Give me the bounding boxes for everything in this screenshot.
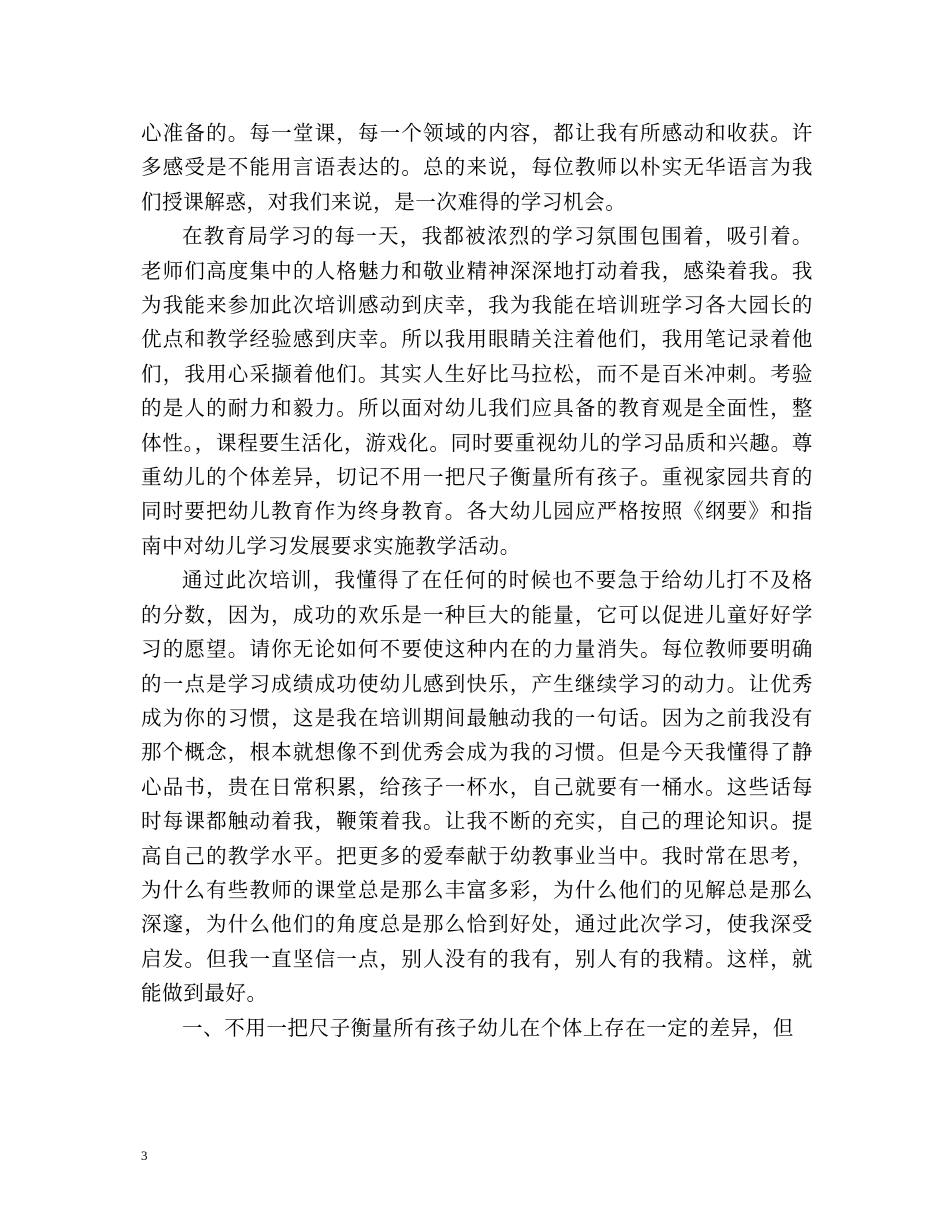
paragraph-4: 一、不用一把尺子衡量所有孩子幼儿在个体上存在一定的差异，但 — [182, 1015, 794, 1040]
page-number: 3 — [141, 1148, 148, 1163]
paragraph-3: 通过此次培训，我懂得了在任何的时候也不要急于给幼儿打不及格的分数，因为，成功的欢乐是一种巨大的能量，它可以促进儿童好好学习的愿望。请你无论如何不要使这种内在的力量消失。每位教师要明确的一点是学习成绩成功使幼儿感到快乐，产生继续学习的动力。让优秀成为你的习惯，这是我在培训期间最触动我的一句话。因为之前我没有那个概念，根本就想像不到优秀会成为我的习惯。但是今天我懂得了静心品书，贵在日常积累，给孩子一杯水，自己就要有一桶水。这些话每时每课都触动着我，鞭策着我。让我不断的充实，自己的理论知识。提高自己的教学水平。把更多的爱奉献于幼教事业当中。我时常在思考，为什么有些教师的课堂总是那么丰富多彩，为什么他们的见解总是那么深邃，为什么他们的角度总是那么恰到好处，通过此次学习，使我深受启发。但我一直坚信一点，别人没有的我有，别人有的我精。这样，就能做到最好。 — [141, 568, 813, 1006]
paragraph-2: 在教育局学习的每一天，我都被浓烈的学习氛围包围着，吸引着。老师们高度集中的人格魅力和敬业精神深深地打动着我，感染着我。我为我能来参加此次培训感动到庆幸，我为我能在培训班学习各大园长的优点和教学经验感到庆幸。所以我用眼睛关注着他们，我用笔记录着他们，我用心采撷着他们。其实人生好比马拉松，而不是百米冲刺。考验的是人的耐力和毅力。所以面对幼儿我们应具备的教育观是全面性，整体性。，课程要生活化，游戏化。同时要重视幼儿的学习品质和兴趣。尊重幼儿的个体差异，切记不用一把尺子衡量所有孩子。重视家园共育的同时要把幼儿教育作为终身教育。各大幼儿园应严格按照《纲要》和指南中对幼儿学习发展要求实施教学活动。 — [141, 224, 813, 558]
document-body — [141, 116, 813, 1045]
paragraph-1: 心准备的。每一堂课，每一个领域的内容，都让我有所感动和收获。许多感受是不能用言语表达的。总的来说，每位教师以朴实无华语言为我们授课解惑，对我们来说，是一次难得的学习机会。 — [141, 121, 813, 214]
